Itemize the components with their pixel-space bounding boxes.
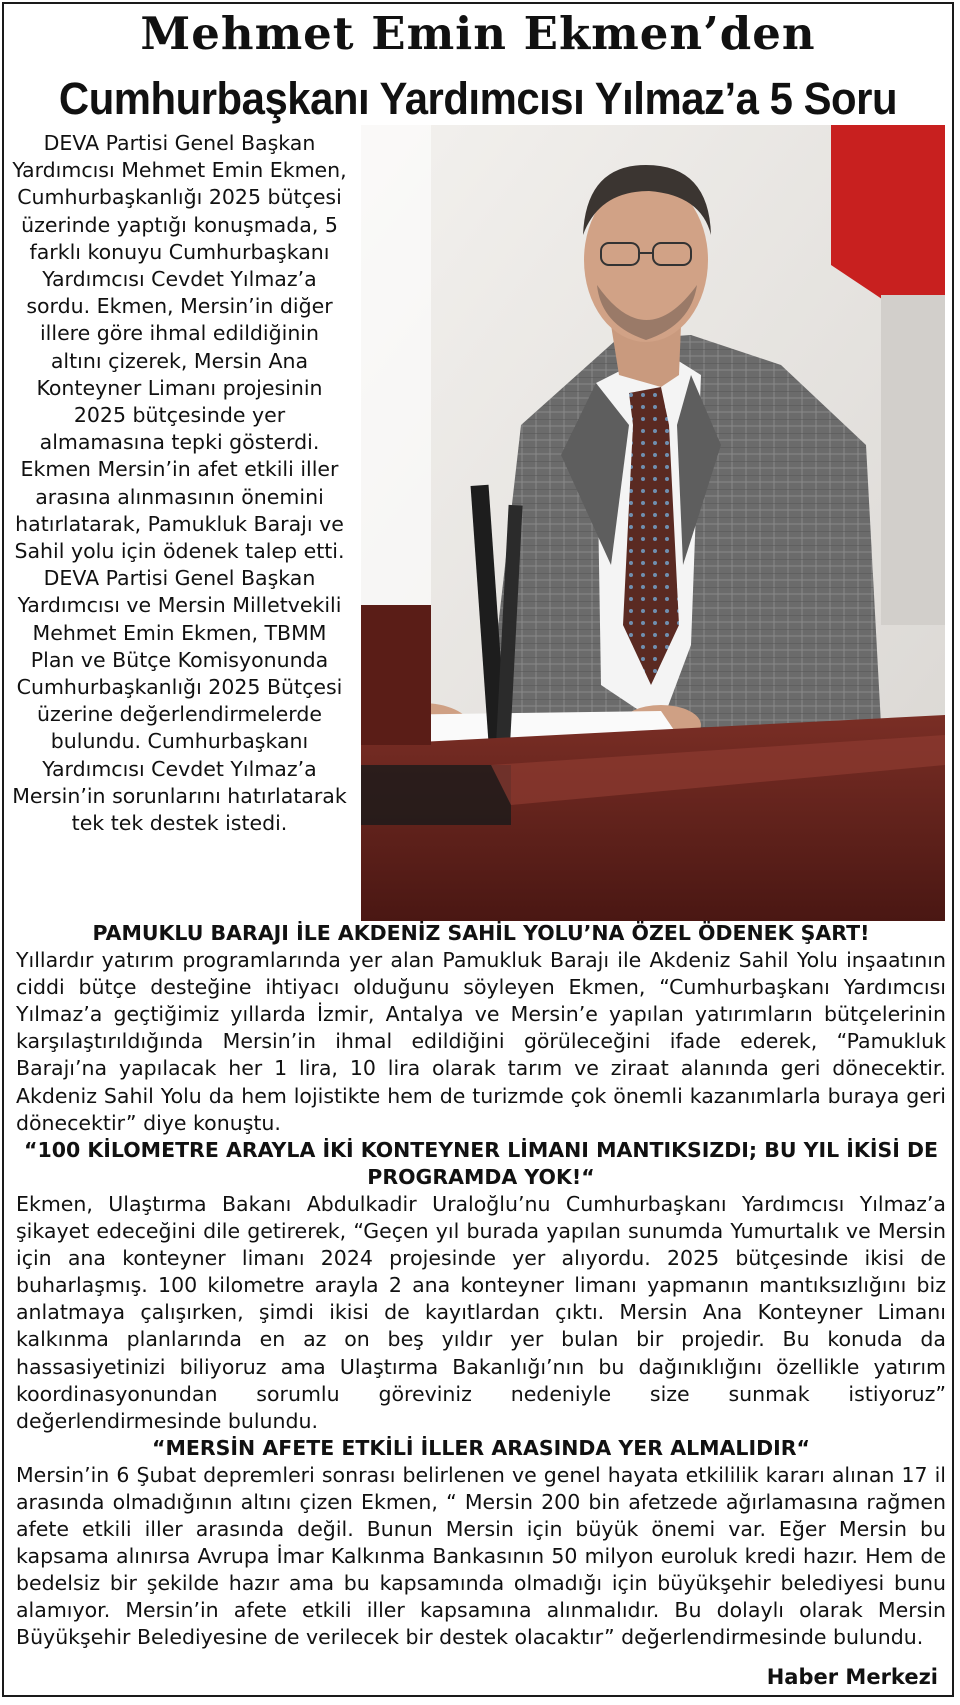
section-2-text: Ekmen, Ulaştırma Bakanı Abdulkadir Uraloğlu’nu Cumhurbaşkanı Yardımcısı Yılmaz’a şikayet edeceğini dile getirerek, “Geçen yıl burada yapılan sunumda Yumurtalık ve Mersin için ana konteyner limanı 2024 projesinde yer alıyordu. 2025 bütçesinde ikisi de buharlaşmış. 100 kilometre arayla 2 ana konteyner limanı yapmanın mantıksızlığını biz anlatmaya çalışırken, şimdi ikisi de kayıtlardan çıktı. Mersin Ana Konteyner Limanı kalkınma planlarında en az on beş yıldır yer bulan bir projedir. Bu konuda da hassasiyetinizi biliyoruz ama Ulaştırma Bakanlığı’nın bu dağınıklığını özellikle yatırım koordinasyonundan sorumlu göreviniz nedeniyle size sunmak istiyoruz” değerlendirmesinde bulundu. (16, 1191, 946, 1433)
speaker-photo (361, 125, 945, 921)
section-2-heading: “100 KİLOMETRE ARAYLA İKİ KONTEYNER LİMANI MANTIKSIZDI; BU YIL İKİSİ DE PROGRAMDA YOK!“ (24, 1137, 938, 1189)
headline-line-2: Cumhurbaşkanı Yardımcısı Yılmaz’a 5 Soru (58, 73, 898, 124)
article-body (16, 920, 946, 1652)
section-3-text: Mersin’in 6 Şubat depremleri sonrası belirlenen ve genel hayata etkililik kararı alınan 17 il arasında olmadığının altını çizen Ekmen, “ Mersin 200 bin afetzede ağırlamasına rağmen afete etkili iller arasında değil. Bunun Mersin için büyük önemi var. Eğer Mersin bu kapsama alınırsa Avrupa İmar Kalkınma Bankasının 50 milyon euroluk kredi hazır. Hem de bedelsiz bir şekilde hazır ama bu kapsamında olmadığı için büyükşehir belediyesi bunu alamıyor. Mersin’in afete etkili iller kapsamına alınmalıdır. Bu dolaylı olarak Mersin Büyükşehir Belediyesine de verilecek bir destek olacaktır” değerlendirmesinde bulundu. (16, 1462, 946, 1650)
section-1-text: Yıllardır yatırım programlarında yer alan Pamukluk Barajı ile Akdeniz Sahil Yolu inşaatının ciddi bütçe desteğine ihtiyacı olduğunu söyleyen Ekmen, “Cumhurbaşkanı Yardımcısı Yılmaz’a geçtiğimiz yıllarda İzmir, Antalya ve Mersin’e yapılan yatırımların bütçelerinin karşılaştırıldığında Mersin’in ihmal edildiğini görüleceğini ifade ederek, “Pamukluk Barajı’na yapılacak her 1 lira, 10 lira olarak tarım ve ziraat alanında geri dönecektir. Akdeniz Sahil Yolu da hem lojistikte hem de turizmde çok önemli kazanımlarla buraya geri dönecektir” diye konuştu. (16, 948, 946, 1135)
newspaper-article (2, 2, 954, 1697)
section-1-heading: PAMUKLU BARAJI İLE AKDENİZ SAHİL YOLU’NA ÖZEL ÖDENEK ŞART! (92, 921, 870, 945)
section-3-heading: “MERSİN AFETE ETKİLİ İLLER ARASINDA YER ALMALIDIR“ (152, 1435, 810, 1460)
headline-line-1: Mehmet Emin Ekmen’den (140, 7, 816, 60)
lead-paragraph: DEVA Partisi Genel Başkan Yardımcısı Mehmet Emin Ekmen, Cumhurbaşkanlığı 2025 bütçesi üzerinde yaptığı konuşmada, 5 farklı konuyu Cumhurbaşkanı Yardımcısı Cevdet Yılmaz’a sordu. Ekmen, Mersin’in diğer illere göre ihmal edildiğinin altını çizerek, Mersin Ana Konteyner Limanı projesinin 2025 bütçesinde yer almamasına tepki gösterdi. Ekmen Mersin’in afet etkili iller arasına alınmasının önemini hatırlatarak, Pamukluk Barajı ve Sahil yolu için ödenek talep etti. DEVA Partisi Genel Başkan Yardımcısı ve Mersin Milletvekili Mehmet Emin Ekmen, TBMM Plan ve Bütçe Komisyonunda Cumhurbaşkanlığı 2025 Bütçesi üzerine değerlendirmelerde bulundu. Cumhurbaşkanı Yardımcısı Cevdet Yılmaz’a Mersin’in sorunlarını hatırlatarak tek tek destek istedi. (12, 131, 347, 836)
byline: Haber Merkezi (766, 1665, 938, 1689)
speaker-at-podium-illustration (361, 125, 945, 921)
